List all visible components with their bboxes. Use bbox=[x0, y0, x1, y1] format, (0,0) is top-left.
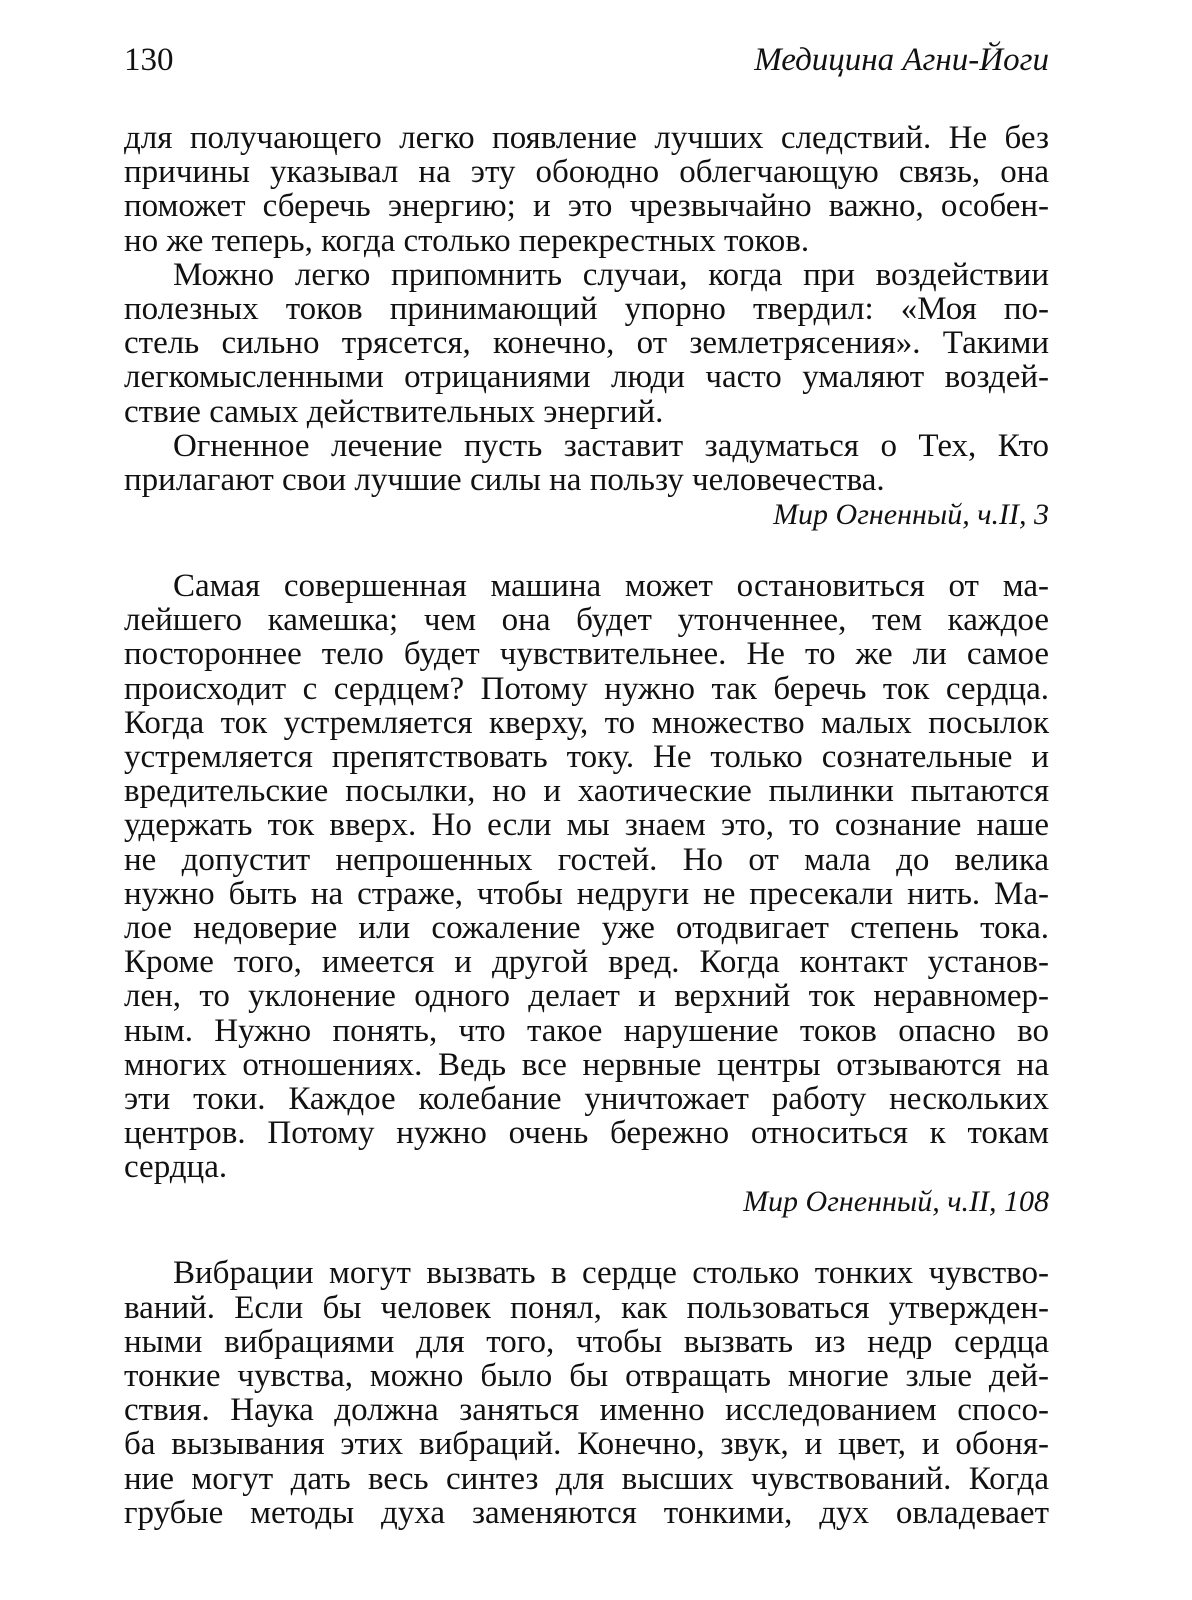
text-line: тонкие чувства, можно было бы отвращать многие злые дей- bbox=[124, 1358, 1049, 1394]
text-line: вредительские посылки, но и хаотические пылинки пытаются bbox=[124, 773, 1049, 810]
running-head bbox=[124, 40, 1049, 80]
text-line: ба вызывания этих вибраций. Конечно, звук, и цвет, и обоня- bbox=[124, 1426, 1049, 1463]
text-line: грубые методы духа заменяются тонкими, дух овладевает bbox=[124, 1494, 1049, 1531]
text-line: для получающего легко появление лучших следствий. Не без bbox=[124, 120, 1049, 156]
source-citation: Мир Огненный, ч.II, 108 bbox=[743, 1185, 1049, 1219]
text-line: ствия. Наука должна заняться именно исследованием спосо- bbox=[124, 1392, 1049, 1429]
text-line: не допустит непрошенных гостей. Но от мала до велика bbox=[124, 841, 1049, 878]
text-line: полезных токов принимающий упорно твердил: «Моя по- bbox=[124, 290, 1049, 327]
passage-3 bbox=[124, 1256, 1049, 1530]
text-line: легкомысленными отрицаниями люди часто умаляют воздей- bbox=[124, 359, 1049, 396]
text-line: прилагают свои лучшие силы на пользу человечества. bbox=[124, 461, 885, 498]
text-line: многих отношениях. Ведь все нервные центры отзываются на bbox=[124, 1046, 1049, 1083]
text-line: центров. Потому нужно очень бережно относиться к токам bbox=[124, 1115, 1049, 1152]
text-line: устремляется препятствовать току. Не только сознательные и bbox=[124, 739, 1049, 775]
page-number: 130 bbox=[124, 42, 174, 78]
text-line: ваний. Если бы человек понял, как пользоваться утвержден- bbox=[124, 1289, 1049, 1326]
text-line: Когда ток устремляется кверху, то множество малых посылок bbox=[124, 704, 1049, 741]
text-line: лейшего камешка; чем она будет утонченнее, тем каждое bbox=[124, 602, 1049, 639]
book-page bbox=[124, 40, 1049, 1530]
text-line: ными вибрациями для того, чтобы вызвать из недр сердца bbox=[124, 1323, 1049, 1360]
text-line: причины указывал на эту обоюдно облегчающую связь, она bbox=[124, 154, 1049, 191]
text-line: Вибрации могут вызвать в сердце столько тонких чувство- bbox=[173, 1255, 1049, 1292]
text-line: лое недоверие или сожаление уже отодвигает степень тока. bbox=[124, 909, 1049, 946]
text-line: Кроме того, имеется и другой вред. Когда контакт установ- bbox=[124, 944, 1049, 981]
text-line: эти токи. Каждое колебание уничтожает работу нескольких bbox=[124, 1080, 1049, 1117]
text-line: стель сильно трясется, конечно, от землетрясения». Такими bbox=[124, 325, 1049, 362]
text-line: лен, то уклонение одного делает и верхний ток неравномер- bbox=[124, 978, 1049, 1015]
text-line: происходит с сердцем? Потому нужно так беречь ток сердца. bbox=[124, 670, 1049, 707]
text-line: ние могут дать весь синтез для высших чувствований. Когда bbox=[124, 1460, 1049, 1497]
text-line: Самая совершенная машина может остановиться от ма- bbox=[173, 568, 1049, 605]
text-line: ным. Нужно понять, что такое нарушение токов опасно во bbox=[124, 1012, 1049, 1049]
passage-2 bbox=[124, 569, 1049, 1220]
text-line: удержать ток вверх. Но если мы знаем это, то сознание наше bbox=[124, 807, 1049, 844]
text-line: ствие самых действительных энергий. bbox=[124, 393, 664, 430]
passage-gap bbox=[124, 533, 1049, 569]
text-line: сердца. bbox=[124, 1149, 228, 1186]
text-line: Можно легко припомнить случаи, когда при воздействии bbox=[173, 256, 1049, 293]
source-citation: Мир Огненный, ч.II, 3 bbox=[773, 498, 1049, 532]
text-line: Огненное лечение пусть заставит задуматься о Тех, Кто bbox=[173, 427, 1049, 464]
text-line: но же теперь, когда столько перекрестных токов. bbox=[124, 222, 810, 259]
text-line: постороннее тело будет чувствительнее. Не то же ли самое bbox=[124, 636, 1049, 673]
text-line: нужно быть на страже, чтобы недруги не пресекали нить. Ма- bbox=[124, 875, 1049, 912]
text-line: поможет сберечь энергию; и это чрезвычайно важно, особен- bbox=[124, 188, 1049, 225]
book-title: Медицина Агни-Йоги bbox=[754, 42, 1049, 78]
passage-1 bbox=[124, 121, 1049, 533]
passage-gap bbox=[124, 1220, 1049, 1256]
